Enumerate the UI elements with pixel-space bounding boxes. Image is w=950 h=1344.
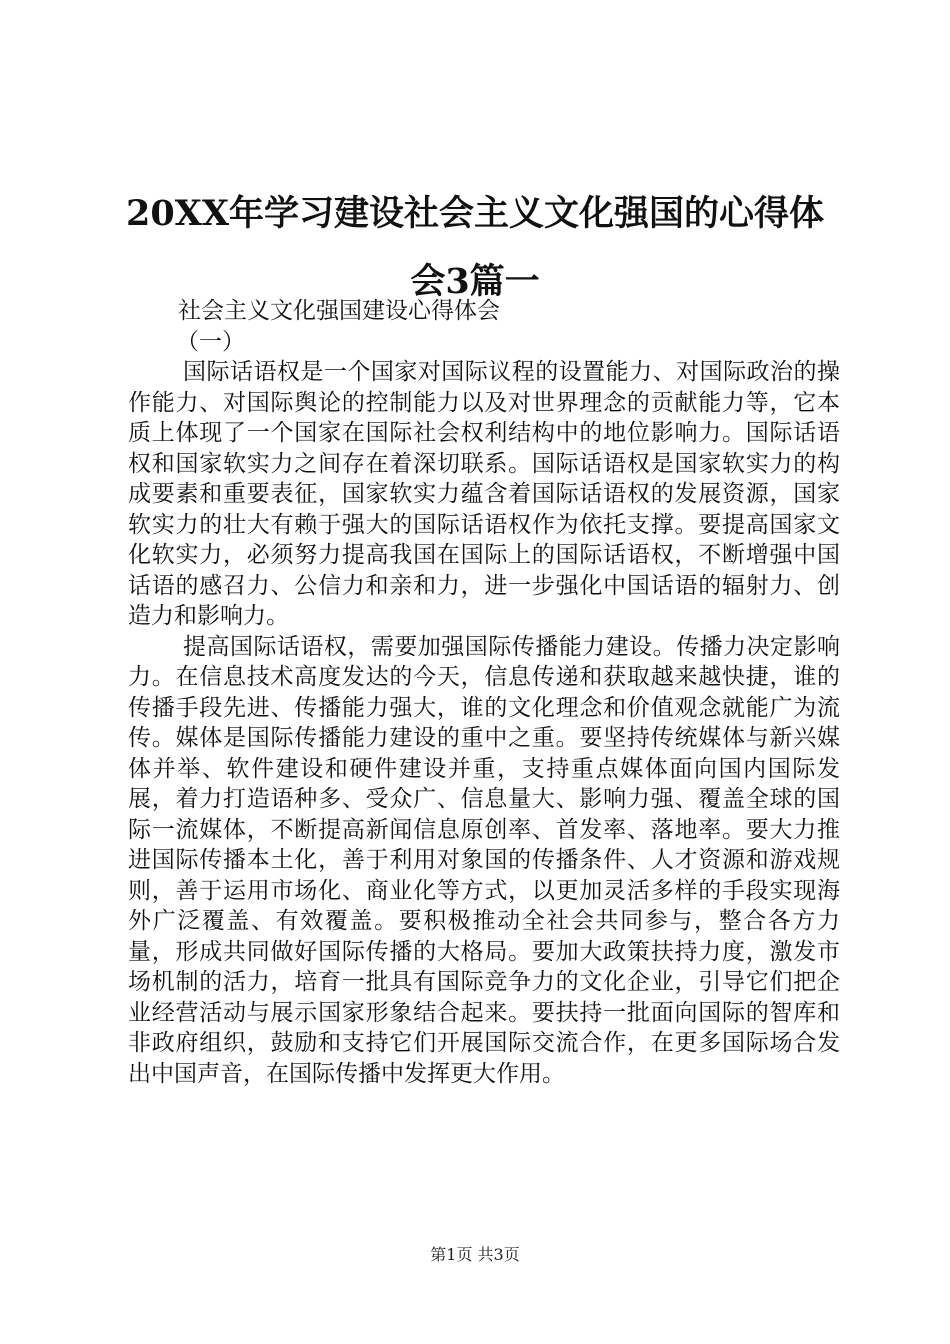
paragraph: 提高国际话语权，需要加强国际传播能力建设。传播力决定影响力。在信息技术高度发达的今天，信息传递和获取越来越快捷，谁的传播手段先进、传播能力强大，谁的文化理念和价值观念就能广为流传。媒体是国际传播能力建设的重中之重。要坚持传统媒体与新兴媒体并举、软件建设和硬件建设并重，支持重点媒体面向国内国际发展，着力打造语种多、受众广、信息量大、影响力强、覆盖全球的国际一流媒体，不断提高新闻信息原创率、首发率、落地率。要大力推进国际传播本土化，善于利用对象国的传播条件、人才资源和游戏规则，善于运用市场化、商业化等方式，以更加灵活多样的手段实现海外广泛覆盖、有效覆盖。要积极推动全社会共同参与，整合各方力量，形成共同做好国际传播的大格局。要加大政策扶持力度，激发市场机制的活力，培育一批具有国际竞争力的文化企业，引导它们把企业经营活动与展示国家形象结合起来。要扶持一批面向国际的智库和非政府组织，鼓励和支持它们开展国际交流合作，在更多国际场合发出中国声音，在国际传播中发挥更大作用。 (128, 633, 840, 1087)
section-number: （一） (176, 328, 245, 355)
paragraph: 国际话语权是一个国家对国际议程的设置能力、对国际政治的操作能力、对国际舆论的控制能力以及对世界理念的贡献能力等，它本质上体现了一个国家在国际社会权利结构中的地位影响力。国际话语权和国家软实力之间存在着深切联系。国际话语权是国家软实力的构成要素和重要表征，国家软实力蕴含着国际话语权的发展资源，国家软实力的壮大有赖于强大的国际话语权作为依托支撑。要提高国家文化软实力，必须努力提高我国在国际上的国际话语权，不断增强中国话语的感召力、公信力和亲和力，进一步强化中国话语的辐射力、创造力和影响力。 (128, 359, 840, 629)
document-body (128, 296, 840, 1089)
document-title: 20XX年学习建设社会主义文化强国的心得体会3篇一 (125, 193, 825, 302)
page-footer: 第1页 共3页 (430, 1245, 520, 1264)
document-subtitle: 社会主义文化强国建设心得体会 (178, 298, 500, 324)
